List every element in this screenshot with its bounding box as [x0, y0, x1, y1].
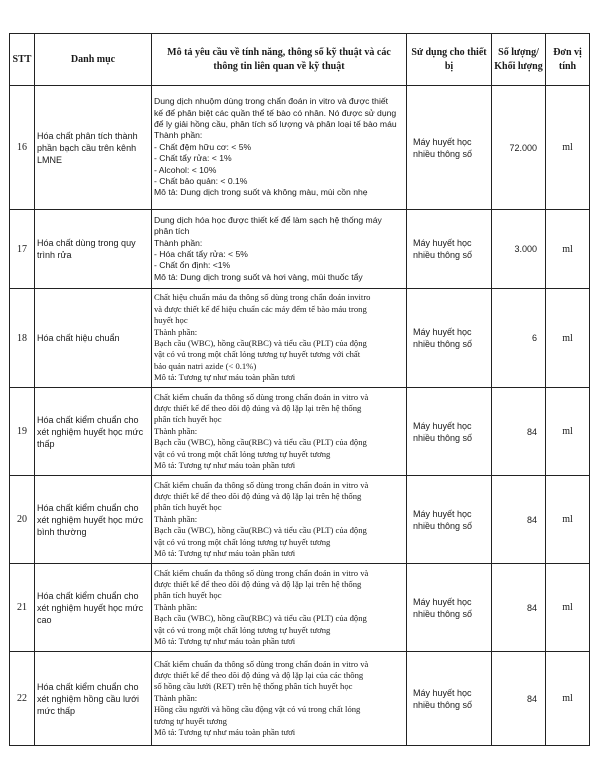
description-line: Dung dịch hóa học được thiết kế để làm sạch hệ thống máy	[154, 214, 382, 225]
row-unit: ml	[546, 210, 590, 289]
table-row	[10, 289, 590, 388]
row-unit: ml	[546, 652, 590, 746]
row-description	[152, 210, 407, 289]
header-stt: STT	[10, 34, 35, 86]
description-line: phân tích huyết học	[154, 590, 222, 601]
description-line: Thành phần:	[154, 326, 198, 337]
description-line: Bạch cầu (WBC), hồng cầu(RBC) và tiểu cầu (PLT) của động	[154, 525, 367, 536]
description-line: được thiết kế để theo dõi độ đúng và độ lặp lại trên hệ thống	[154, 402, 362, 413]
header-description: Mô tả yêu cầu về tính năng, thông số kỹ thuật và các thông tin liên quan về kỹ thuật	[152, 34, 407, 86]
description-line: và được thiết kế để hiệu chuẩn các máy đếm tế bào máu trong	[154, 303, 367, 314]
description-line: được thiết kế để theo dõi độ đúng và độ lặp lại trên hệ thống	[154, 578, 362, 589]
row-device: Máy huyết học nhiều thông số	[407, 86, 492, 210]
row-category-name: Hóa chất kiểm chuẩn cho xét nghiệm hồng cầu lưới mức thấp	[35, 652, 152, 746]
description-line: Thành phần:	[154, 130, 203, 141]
description-line: Thành phần:	[154, 237, 203, 248]
description-line: kế để phân biệt các quần thể tế bào có nhân. Nó được sử dụng	[154, 107, 397, 118]
description-line: - Hóa chất tẩy rửa: < 5%	[154, 249, 248, 259]
description-line: Mô tả: Tương tự như máu toàn phần tươi	[154, 727, 296, 738]
header-device: Sử dụng cho thiết bị	[407, 34, 492, 86]
row-category-name: Hóa chất kiểm chuẩn cho xét nghiệm huyết học mức cao	[35, 564, 152, 652]
row-quantity: 84	[492, 652, 546, 746]
description-line: Mô tả: Tương tự như máu toàn phần tươi	[154, 636, 296, 647]
row-quantity: 3.000	[492, 210, 546, 289]
row-unit: ml	[546, 86, 590, 210]
description-line: Chất hiệu chuẩn máu đa thông số dùng trong chẩn đoán invitro	[154, 292, 371, 303]
header-unit: Đơn vị tính	[546, 34, 590, 86]
description-line: tương tự huyết tương	[154, 715, 227, 726]
description-line: - Chất đệm hữu cơ: < 5%	[154, 141, 252, 152]
row-quantity: 6	[492, 289, 546, 388]
table-row	[10, 564, 590, 652]
description-line: phân tích	[154, 226, 190, 237]
description-line: - Alcohol: < 10%	[154, 164, 217, 175]
header-quantity: Số lượng/ Khối lượng	[492, 34, 546, 86]
row-category-name: Hóa chất kiểm chuẩn cho xét nghiệm huyết học mức bình thường	[35, 476, 152, 564]
table-row	[10, 210, 590, 289]
row-quantity: 84	[492, 388, 546, 476]
table-row	[10, 476, 590, 564]
description-line: Bạch cầu (WBC), hồng cầu(RBC) và tiểu cầu (PLT) của động	[154, 613, 367, 624]
description-line: Hồng cầu người và hồng cầu động vật có vú trong chất lỏng	[154, 704, 361, 715]
description-line: để ly giải hồng cầu, phân tích số lượng và phân loại tế bào máu	[154, 118, 397, 129]
description-line: được thiết kế để theo dõi độ đúng và độ lặp lại trên hệ thống	[154, 490, 362, 501]
row-category-name: Hóa chất kiểm chuẩn cho xét nghiệm huyết học mức thấp	[35, 388, 152, 476]
description-line: Mô tả: Tương tự như máu toàn phần tươi	[154, 548, 296, 559]
description-line: Mô tả: Tương tự như máu toàn phần tươi	[154, 460, 296, 471]
row-device: Máy huyết học nhiều thông số	[407, 476, 492, 564]
table-row	[10, 388, 590, 476]
row-category-name: Hóa chất dùng trong quy trình rửa	[35, 210, 152, 289]
row-stt: 16	[10, 86, 35, 210]
row-device: Máy huyết học nhiều thông số	[407, 652, 492, 746]
header-category: Danh mục	[35, 34, 152, 86]
description-line: vật có vú trong một chất lỏng tương tự huyết tương	[154, 624, 331, 635]
row-stt: 22	[10, 652, 35, 746]
description-line: - Chất ổn định: <1%	[154, 260, 231, 271]
document-page	[9, 33, 589, 746]
description-line: Mô tả: Dung dịch trong suốt và không màu, mùi cồn nhẹ	[154, 187, 368, 198]
row-description	[152, 476, 407, 564]
row-description	[152, 289, 407, 388]
row-category-name: Hóa chất hiệu chuẩn	[35, 289, 152, 388]
description-line: Dung dịch nhuộm dùng trong chẩn đoán in vitro và được thiết	[154, 96, 389, 107]
description-line: vật có vú trong một chất lỏng tương tự huyết tương với chất	[154, 349, 361, 360]
row-quantity: 84	[492, 564, 546, 652]
specification-table	[9, 33, 590, 746]
row-description	[152, 388, 407, 476]
row-stt: 18	[10, 289, 35, 388]
description-line: - Chất tẩy rửa: < 1%	[154, 153, 232, 164]
description-line: được thiết kế để theo dõi độ đúng và độ lặp lại của các thông	[154, 669, 364, 680]
description-line: bảo quản natri azide (< 0.1%)	[154, 360, 257, 371]
table-row	[10, 652, 590, 746]
description-line: Chất kiểm chuẩn đa thông số dùng trong chẩn đoán in vitro và	[154, 658, 369, 669]
description-line: Thành phần:	[154, 692, 198, 703]
description-line: Chất kiểm chuẩn đa thông số dùng trong chẩn đoán in vitro và	[154, 567, 369, 578]
description-line: phân tích huyết học	[154, 414, 222, 425]
row-unit: ml	[546, 289, 590, 388]
description-line: Mô tả: Tương tự như máu toàn phần tươi	[154, 372, 296, 383]
row-description	[152, 86, 407, 210]
description-line: Thành phần:	[154, 601, 198, 612]
table-header-row	[10, 34, 590, 86]
table-row	[10, 86, 590, 210]
row-unit: ml	[546, 388, 590, 476]
description-line: Bạch cầu (WBC), hồng cầu(RBC) và tiểu cầu (PLT) của động	[154, 338, 367, 348]
description-line: Chất kiểm chuẩn đa thông số dùng trong chẩn đoán in vitro và	[154, 479, 369, 490]
description-line: Bạch cầu (WBC), hồng cầu(RBC) và tiểu cầu (PLT) của động	[154, 437, 367, 448]
description-line: huyết học	[154, 315, 188, 326]
row-device: Máy huyết học nhiều thông số	[407, 289, 492, 388]
row-device: Máy huyết học nhiều thông số	[407, 564, 492, 652]
description-line: Mô tả: Dung dịch trong suốt và hơi vàng, mùi thuốc tẩy	[154, 271, 363, 282]
row-stt: 20	[10, 476, 35, 564]
row-unit: ml	[546, 476, 590, 564]
row-stt: 19	[10, 388, 35, 476]
row-category-name: Hóa chất phân tích thành phần bạch cầu trên kênh LMNE	[35, 86, 152, 210]
row-quantity: 72.000	[492, 86, 546, 210]
row-description	[152, 564, 407, 652]
row-description	[152, 652, 407, 746]
row-device: Máy huyết học nhiều thông số	[407, 388, 492, 476]
description-line: Chất kiểm chuẩn đa thông số dùng trong chẩn đoán in vitro và	[154, 391, 369, 402]
row-quantity: 84	[492, 476, 546, 564]
description-line: Thành phần:	[154, 513, 198, 524]
description-line: vật có vú trong một chất lỏng tương tự huyết tương	[154, 448, 331, 459]
row-stt: 17	[10, 210, 35, 289]
description-line: vật có vú trong một chất lỏng tương tự huyết tương	[154, 536, 331, 547]
row-unit: ml	[546, 564, 590, 652]
row-stt: 21	[10, 564, 35, 652]
description-line: Thành phần:	[154, 425, 198, 436]
description-line: số hồng cầu lưới (RET) trên hệ thống phân tích huyết học	[154, 681, 353, 692]
description-line: - Chất bảo quản: < 0.1%	[154, 176, 248, 187]
row-device: Máy huyết học nhiều thông số	[407, 210, 492, 289]
description-line: phân tích huyết học	[154, 502, 222, 513]
